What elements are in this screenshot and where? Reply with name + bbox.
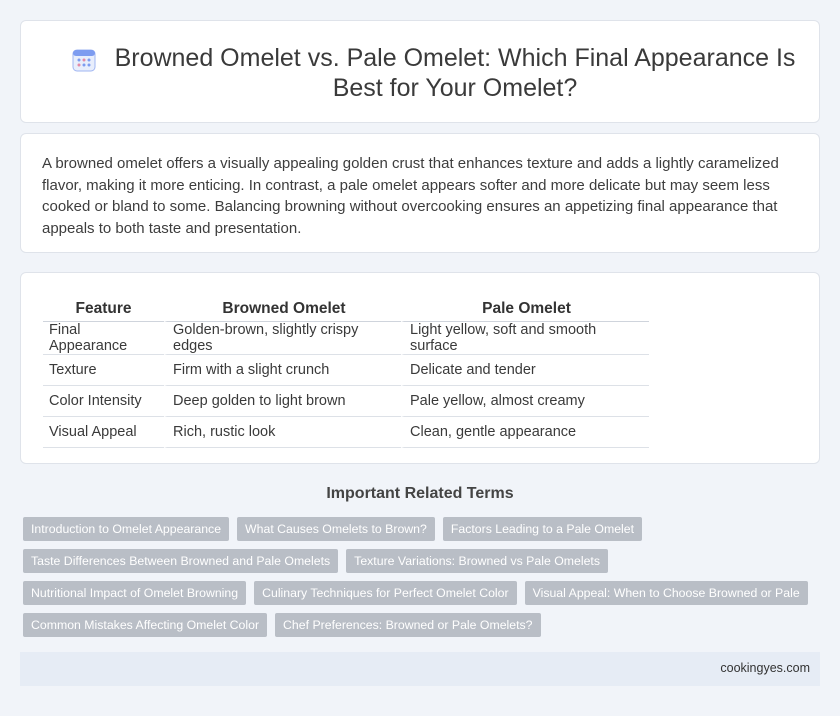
related-term-tag[interactable]: Factors Leading to a Pale Omelet <box>443 517 642 541</box>
table-cell: Firm with a slight crunch <box>164 355 401 386</box>
table-cell: Golden-brown, slightly crispy edges <box>164 322 401 355</box>
related-term-tag[interactable]: Common Mistakes Affecting Omelet Color <box>23 613 267 637</box>
table-cell: Pale yellow, almost creamy <box>401 386 649 417</box>
intro-card <box>20 133 820 253</box>
table-cell: Clean, gentle appearance <box>401 417 649 448</box>
related-term-tag[interactable]: What Causes Omelets to Brown? <box>237 517 435 541</box>
header-pale: Pale Omelet <box>401 295 649 322</box>
table-header-row <box>43 295 649 322</box>
related-term-tag[interactable]: Taste Differences Between Browned and Pale Omelets <box>23 549 338 573</box>
related-term-tag[interactable]: Visual Appeal: When to Choose Browned or Pale <box>525 581 808 605</box>
title-card <box>20 20 820 123</box>
table-cell: Final Appearance <box>43 322 164 355</box>
table-row <box>43 322 649 355</box>
footer-site-link[interactable]: cookingyes.com <box>720 661 810 675</box>
table-cell: Rich, rustic look <box>164 417 401 448</box>
table-row <box>43 355 649 386</box>
related-term-tag[interactable]: Texture Variations: Browned vs Pale Omelets <box>346 549 608 573</box>
related-term-tag[interactable]: Introduction to Omelet Appearance <box>23 517 229 541</box>
header-browned: Browned Omelet <box>164 295 401 322</box>
comparison-card <box>20 272 820 464</box>
header-feature: Feature <box>43 295 164 322</box>
table-cell: Delicate and tender <box>401 355 649 386</box>
related-term-tag[interactable]: Chef Preferences: Browned or Pale Omelets? <box>275 613 540 637</box>
intro-paragraph: A browned omelet offers a visually appealing golden crust that enhances texture and adds a lightly caramelized flavor, making it more enticing. In contrast, a pale omelet appears softer and more delicate but may seem less cooked or bland to some. Balancing browning without overcooking ensures an appetizing final appearance that appeals to both taste and presentation. <box>42 155 779 237</box>
related-terms-heading: Important Related Terms <box>326 485 514 502</box>
table-cell: Texture <box>43 355 164 386</box>
comparison-table <box>43 295 649 448</box>
table-row <box>43 386 649 417</box>
table-cell: Visual Appeal <box>43 417 164 448</box>
table-cell: Color Intensity <box>43 386 164 417</box>
related-terms-list <box>23 517 823 637</box>
page-title: Browned Omelet vs. Pale Omelet: Which Final Appearance Is Best for Your Omelet? <box>114 44 796 102</box>
related-term-tag[interactable]: Nutritional Impact of Omelet Browning <box>23 581 246 605</box>
table-cell: Deep golden to light brown <box>164 386 401 417</box>
related-term-tag[interactable]: Culinary Techniques for Perfect Omelet Color <box>254 581 517 605</box>
table-cell: Light yellow, soft and smooth surface <box>401 322 649 355</box>
table-row <box>43 417 649 448</box>
footer <box>20 652 820 686</box>
